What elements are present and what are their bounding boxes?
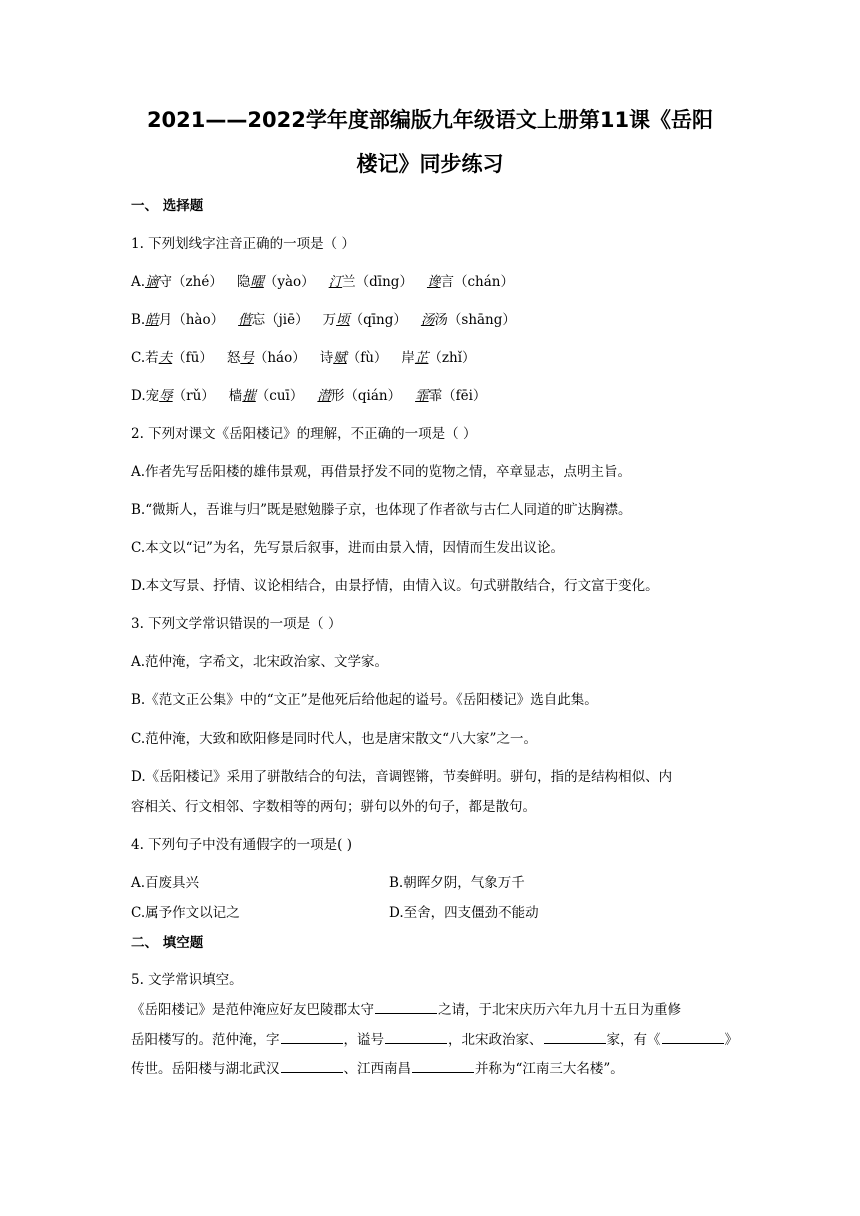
question-3-option-d-line-2: 容相关、行文相邻、字数相等的两句；骈句以外的句子，都是散句。 <box>131 799 536 815</box>
question-3-option-a: A.范仲淹，字希文，北宋政治家、文学家。 <box>131 654 389 670</box>
section-heading-fill-in: 二、 填空题 <box>131 935 204 951</box>
section-heading-choice: 一、 选择题 <box>131 198 204 214</box>
question-4-option-d: D.至舍，四支僵劲不能动 <box>389 905 539 921</box>
answer-blank[interactable] <box>544 1029 606 1044</box>
question-5-stem: 5. 文学常识填空。 <box>131 972 243 988</box>
question-1-option-c: C.若夫（fū） 怒号（háo） 诗赋（fù） 岸芷（zhǐ） <box>131 350 476 366</box>
question-4-option-a: A.百废具兴 <box>131 875 200 891</box>
question-3-stem: 3. 下列文学常识错误的一项是（ ） <box>131 616 342 632</box>
question-1-option-b: B.皓月（hào） 偕忘（jiē） 万顷（qīng） 汤汤（shāng） <box>131 312 516 328</box>
question-3-option-c: C.范仲淹，大致和欧阳修是同时代人，也是唐宋散文“八大家”之一。 <box>131 731 537 747</box>
question-2-option-b: B.“微斯人，吾谁与归”既是慰勉滕子京，也体现了作者欲与古仁人同道的旷达胸襟。 <box>131 502 632 518</box>
question-2-option-c: C.本文以“记”为名，先写景后叙事，进而由景入情，因情而生发出议论。 <box>131 540 564 556</box>
page-title-line-1: 2021——2022学年度部编版九年级语文上册第11课《岳阳 <box>146 108 714 132</box>
question-1-stem: 1. 下列划线字注音正确的一项是（ ） <box>131 236 355 252</box>
question-2-option-a: A.作者先写岳阳楼的雄伟景观，再借景抒发不同的览物之情，卒章显志，点明主旨。 <box>131 464 632 480</box>
question-5-text-line-3: 传世。岳阳楼与湖北武汉 、江西南昌 并称为“江南三大名楼”。 <box>131 1058 624 1079</box>
answer-blank[interactable] <box>281 1058 343 1073</box>
question-3-option-d-line-1: D.《岳阳楼记》采用了骈散结合的句法，音调铿锵，节奏鲜明。骈句，指的是结构相似、内 <box>131 769 673 785</box>
answer-blank[interactable] <box>385 1029 447 1044</box>
answer-blank[interactable] <box>662 1029 724 1044</box>
question-1-option-d: D.宠辱（rǔ） 樯摧（cuī） 潜形（qián） 霏霏（fēi） <box>131 388 487 404</box>
question-2-option-d: D.本文写景、抒情、议论相结合，由景抒情，由情入议。句式骈散结合，行文富于变化。 <box>131 578 659 594</box>
question-2-stem: 2. 下列对课文《岳阳楼记》的理解，不正确的一项是（ ） <box>131 426 477 442</box>
question-4-option-c: C.属予作文以记之 <box>131 905 240 921</box>
question-5-text-line-1: 《岳阳楼记》是范仲淹应好友巴陵郡太守 之请，于北宋庆历六年九月十五日为重修 <box>131 999 681 1020</box>
question-4-stem: 4. 下列句子中没有通假字的一项是( ) <box>131 837 352 853</box>
answer-blank[interactable] <box>281 1029 343 1044</box>
question-3-option-b: B.《范文正公集》中的“文正”是他死后给他起的谥号。《岳阳楼记》选自此集。 <box>131 692 598 708</box>
answer-blank[interactable] <box>375 999 437 1014</box>
question-4-option-b: B.朝晖夕阴，气象万千 <box>389 875 525 891</box>
answer-blank[interactable] <box>412 1058 474 1073</box>
question-5-text-line-2: 岳阳楼写的。范仲淹，字 ，谥号 ，北宋政治家、 家，有《 》 <box>131 1029 738 1050</box>
page-title-line-2: 楼记》同步练习 <box>356 152 504 176</box>
question-1-option-a: A.谪守（zhé） 隐曜（yào） 汀兰（dīng） 谗言（chán） <box>131 274 514 290</box>
